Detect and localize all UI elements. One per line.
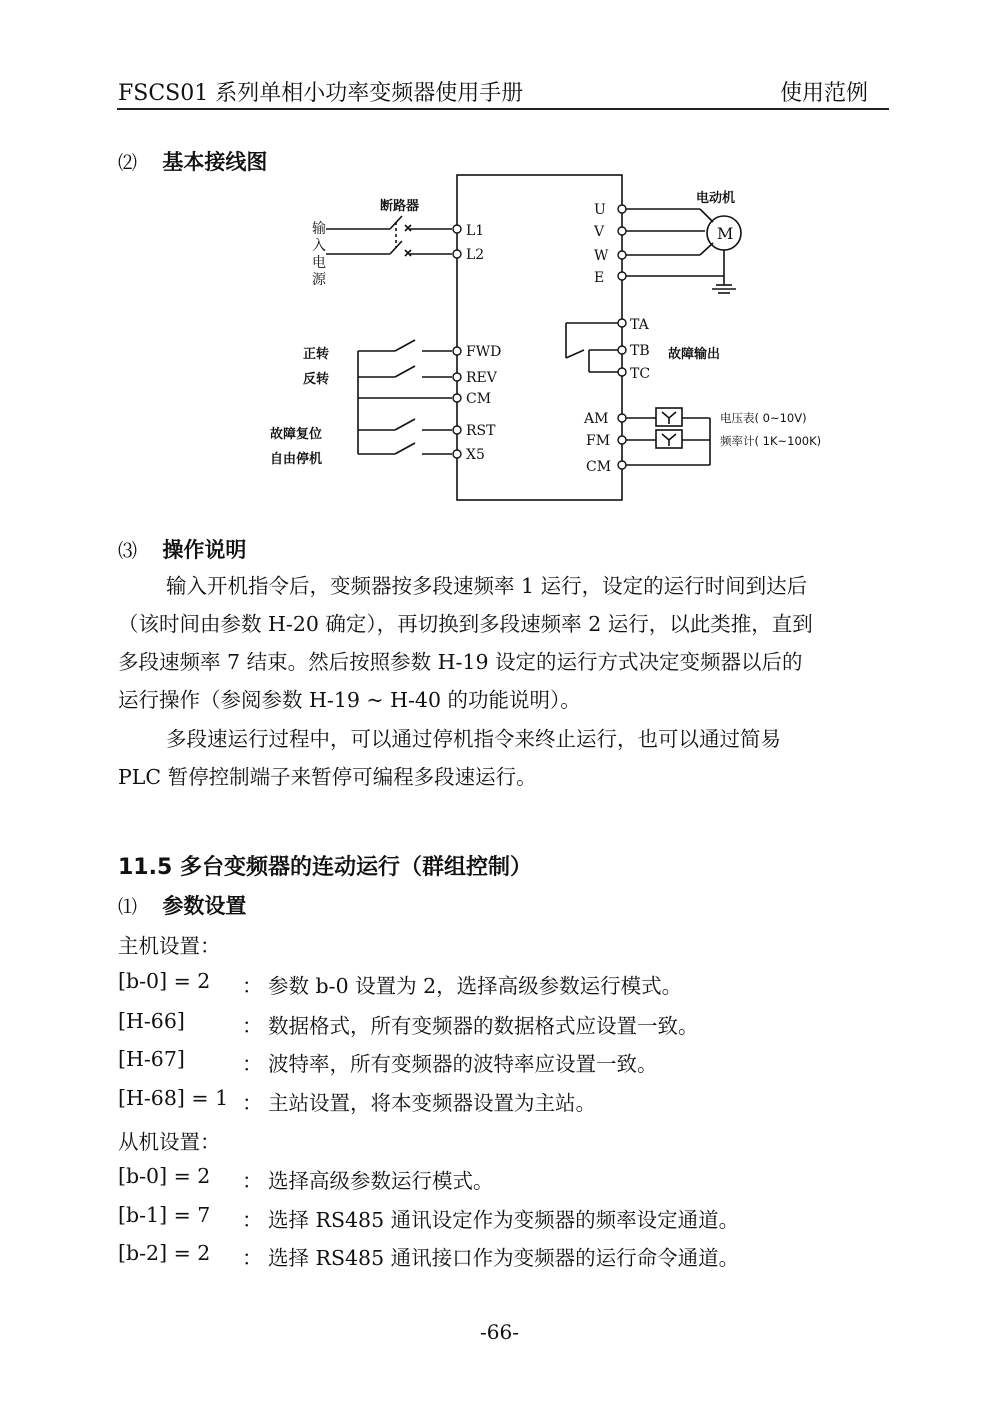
terminal-e: E (594, 270, 605, 286)
para-line-1: 输入开机指令后，变频器按多段速频率 1 运行，设定的运行时间到达后 (166, 574, 808, 598)
section-3-heading (118, 534, 246, 564)
forward-label: 正转 (303, 347, 330, 362)
terminal-tc: TC (630, 366, 651, 382)
header-section: 使用范例 (780, 81, 869, 106)
input-power-char-4: 源 (312, 272, 326, 288)
slave-title: 从机设置： (118, 1130, 221, 1154)
section-1-heading (118, 890, 246, 920)
voltmeter-label: 电压表( 0~10V) (720, 411, 807, 425)
wiring-diagram (0, 0, 1000, 520)
section-2-title: 基本接线图 (162, 150, 268, 174)
terminal-x5: X5 (466, 447, 485, 463)
master-title: 主机设置： (118, 934, 221, 958)
freqmeter-label: 频率计( 1K~100K) (720, 434, 822, 448)
param-colon: ： (242, 1052, 263, 1076)
fault-reset-label: 故障复位 (270, 427, 323, 442)
input-power-char-3: 电 (312, 255, 326, 271)
param-colon: ： (242, 1014, 263, 1038)
motor-label: 电动机 (696, 191, 736, 206)
terminal-fm: FM (586, 433, 611, 449)
section-3-number: ⑶ (118, 540, 138, 562)
breaker-label: 断路器 (380, 199, 420, 214)
slave-param-desc-2: 选择 RS485 通讯设定作为变频器的频率设定通道。 (268, 1208, 740, 1232)
terminal-tb: TB (630, 343, 650, 359)
terminal-v: V (594, 224, 605, 240)
terminal-fwd: FWD (466, 344, 502, 360)
section-1-title: 参数设置 (162, 894, 247, 918)
header-title: FSCS01 系列单相小功率变频器使用手册 (118, 81, 524, 106)
slave-param-desc-1: 选择高级参数运行模式。 (268, 1169, 494, 1193)
master-param-key-2: [H-66] (118, 1009, 185, 1033)
master-param-key-4: [H-68] = 1 (118, 1086, 229, 1110)
input-power-char-2: 入 (312, 238, 326, 254)
para-line-2: （该时间由参数 H-20 确定），再切换到多段速频率 2 运行，以此类推，直到 (118, 612, 813, 636)
para-line-4: 运行操作（参阅参数 H-19 ~ H-40 的功能说明）。 (118, 688, 581, 712)
section-3-title: 操作说明 (162, 538, 247, 562)
input-power-char-1: 输 (312, 221, 326, 237)
terminal-ta: TA (630, 317, 649, 333)
para-line-6: PLC 暂停控制端子来暂停可编程多段速运行。 (118, 765, 537, 789)
terminal-l1: L1 (466, 223, 485, 239)
slave-param-desc-3: 选择 RS485 通讯接口作为变频器的运行命令通道。 (268, 1246, 740, 1270)
reverse-label: 反转 (303, 372, 330, 387)
slave-param-key-1: [b-0] = 2 (118, 1164, 211, 1188)
fault-output-label: 故障输出 (668, 347, 721, 362)
master-param-desc-2: 数据格式，所有变频器的数据格式应设置一致。 (268, 1014, 699, 1038)
slave-param-key-3: [b-2] = 2 (118, 1241, 211, 1265)
terminal-rev: REV (466, 370, 497, 386)
terminal-rst: RST (466, 423, 496, 439)
para-line-5: 多段速运行过程中，可以通过停机指令来终止运行，也可以通过简易 (166, 727, 781, 751)
slave-param-key-2: [b-1] = 7 (118, 1203, 211, 1227)
terminal-cm-right: CM (586, 459, 612, 475)
param-colon: ： (242, 1169, 263, 1193)
master-param-desc-3: 波特率，所有变频器的波特率应设置一致。 (268, 1052, 658, 1076)
terminal-cm-left: CM (466, 391, 492, 407)
section-11-5-title: 11.5 多台变频器的连动运行（群组控制） (118, 855, 532, 880)
para-line-3: 多段速频率 7 结束。然后按照参数 H-19 设定的运行方式决定变频器以后的 (118, 650, 803, 674)
master-param-key-3: [H-67] (118, 1047, 185, 1071)
master-param-key-1: [b-0] = 2 (118, 969, 211, 993)
section-1-number: ⑴ (118, 896, 138, 918)
motor-symbol: M (717, 224, 734, 243)
terminal-am: AM (584, 411, 609, 427)
terminal-w: W (594, 248, 609, 264)
terminal-l2: L2 (466, 247, 485, 263)
param-colon: ： (242, 1091, 263, 1115)
param-colon: ： (242, 974, 263, 998)
section-2-number: ⑵ (118, 152, 138, 174)
master-param-desc-4: 主站设置，将本变频器设置为主站。 (268, 1091, 596, 1115)
param-colon: ： (242, 1208, 263, 1232)
free-stop-label: 自由停机 (270, 452, 323, 467)
page-number: -66- (480, 1320, 519, 1344)
param-colon: ： (242, 1246, 263, 1270)
master-param-desc-1: 参数 b-0 设置为 2，选择高级参数运行模式。 (268, 974, 683, 998)
terminal-u: U (594, 202, 606, 218)
